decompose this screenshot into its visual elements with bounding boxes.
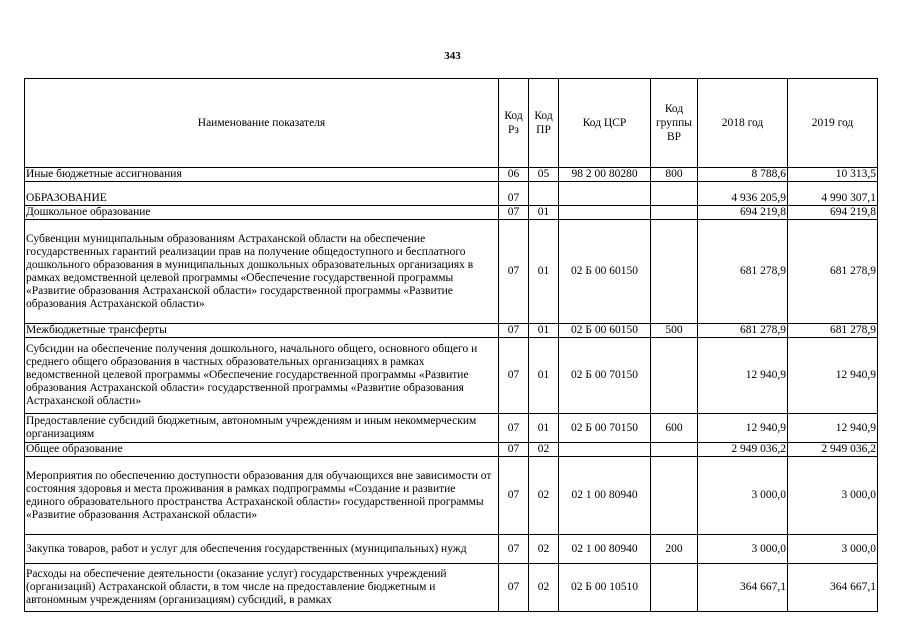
row-pr: 02 <box>529 535 559 564</box>
header-2019: 2019 год <box>788 79 878 168</box>
row-csr: 02 Б 00 10510 <box>559 564 651 612</box>
row-csr: 98 2 00 80280 <box>559 168 651 182</box>
row-rz: 07 <box>499 324 529 338</box>
row-name: Дошкольное образование <box>25 206 499 220</box>
header-2018: 2018 год <box>698 79 788 168</box>
row-name: Предоставление субсидий бюджетным, автономным учреждениям и иным некоммерческим организациям <box>25 414 499 443</box>
header-row <box>25 79 878 168</box>
row-vr <box>651 443 698 457</box>
row-2019: 4 990 307,1 <box>788 182 878 206</box>
row-2019: 3 000,0 <box>788 457 878 535</box>
row-vr <box>651 182 698 206</box>
row-pr: 01 <box>529 414 559 443</box>
row-rz: 07 <box>499 338 529 414</box>
row-2019: 2 949 036,2 <box>788 443 878 457</box>
row-2019: 694 219,8 <box>788 206 878 220</box>
row-pr: 05 <box>529 168 559 182</box>
row-2018: 3 000,0 <box>698 535 788 564</box>
row-2018: 4 936 205,9 <box>698 182 788 206</box>
table-row <box>25 338 878 414</box>
row-2019: 3 000,0 <box>788 535 878 564</box>
table-row <box>25 206 878 220</box>
row-pr: 01 <box>529 324 559 338</box>
row-csr <box>559 443 651 457</box>
row-csr: 02 Б 00 70150 <box>559 338 651 414</box>
row-2018: 681 278,9 <box>698 324 788 338</box>
row-rz: 07 <box>499 564 529 612</box>
table-row <box>25 220 878 324</box>
table-row <box>25 564 878 612</box>
row-csr: 02 Б 00 70150 <box>559 414 651 443</box>
row-name: Межбюджетные трансферты <box>25 324 499 338</box>
row-csr <box>559 182 651 206</box>
row-name: Расходы на обеспечение деятельности (оказание услуг) государственных учреждений (организаций) Астраханской области, в том числе на предоставление бюджетным и автономным учреждениям (организациям) субсидий, в рамках <box>25 564 499 612</box>
row-vr: 600 <box>651 414 698 443</box>
row-2019: 364 667,1 <box>788 564 878 612</box>
row-vr: 500 <box>651 324 698 338</box>
row-name: Субвенции муниципальным образованиям Астраханской области на обеспечение государственных гарантий реализации прав на получение общедоступного и бесплатного дошкольного образования в муниципальных дошкольных образовательных организациях в рамках ведомственной целевой программы «Обеспечение государственной программы «Развитие образования Астраханской области» государственной программы «Развитие образования Астраханской области» <box>25 220 499 324</box>
row-pr: 02 <box>529 457 559 535</box>
row-name: Мероприятия по обеспечению доступности образования для обучающихся вне зависимости от состояния здоровья и места проживания в рамках подпрограммы «Создание и развитие единого образовательного пространства Астраханской области» государственной программы «Развитие образования Астраханской области» <box>25 457 499 535</box>
row-2018: 2 949 036,2 <box>698 443 788 457</box>
table-row <box>25 457 878 535</box>
row-2018: 8 788,6 <box>698 168 788 182</box>
table-row <box>25 168 878 182</box>
row-name: Иные бюджетные ассигнования <box>25 168 499 182</box>
row-2019: 681 278,9 <box>788 220 878 324</box>
row-2019: 12 940,9 <box>788 338 878 414</box>
header-name: Наименование показателя <box>25 79 499 168</box>
table-row <box>25 443 878 457</box>
row-pr: 01 <box>529 220 559 324</box>
row-2018: 694 219,8 <box>698 206 788 220</box>
page-number: 343 <box>444 50 461 62</box>
row-2019: 10 313,5 <box>788 168 878 182</box>
row-csr: 02 Б 00 60150 <box>559 324 651 338</box>
row-name: Закупка товаров, работ и услуг для обеспечения государственных (муниципальных) нужд <box>25 535 499 564</box>
row-pr: 02 <box>529 443 559 457</box>
row-csr <box>559 206 651 220</box>
header-csr: Код ЦСР <box>559 79 651 168</box>
budget-table <box>24 78 878 612</box>
row-vr <box>651 220 698 324</box>
row-2019: 12 940,9 <box>788 414 878 443</box>
row-rz: 06 <box>499 168 529 182</box>
row-pr <box>529 182 559 206</box>
row-vr <box>651 564 698 612</box>
row-2018: 3 000,0 <box>698 457 788 535</box>
row-name: Общее образование <box>25 443 499 457</box>
row-2018: 681 278,9 <box>698 220 788 324</box>
row-rz: 07 <box>499 414 529 443</box>
table-row <box>25 414 878 443</box>
row-vr: 200 <box>651 535 698 564</box>
row-vr <box>651 338 698 414</box>
row-csr: 02 1 00 80940 <box>559 535 651 564</box>
row-name: Субсидии на обеспечение получения дошкольного, начального общего, основного общего и среднего общего образования в частных образовательных организациях в рамках ведомственной целевой программы «Обеспечение государственной программы «Развитие образования Астраханской области» государственной программы «Развитие образования Астраханской области» <box>25 338 499 414</box>
row-vr <box>651 457 698 535</box>
row-rz: 07 <box>499 535 529 564</box>
row-2019: 681 278,9 <box>788 324 878 338</box>
table-row <box>25 324 878 338</box>
row-csr: 02 Б 00 60150 <box>559 220 651 324</box>
table-row <box>25 182 878 206</box>
row-2018: 364 667,1 <box>698 564 788 612</box>
row-vr <box>651 206 698 220</box>
row-rz: 07 <box>499 206 529 220</box>
row-name: ОБРАЗОВАНИЕ <box>25 182 499 206</box>
row-rz: 07 <box>499 182 529 206</box>
row-pr: 01 <box>529 338 559 414</box>
row-vr: 800 <box>651 168 698 182</box>
row-rz: 07 <box>499 443 529 457</box>
table-row <box>25 535 878 564</box>
header-rz: Код Рз <box>499 79 529 168</box>
header-pr: Код ПР <box>529 79 559 168</box>
row-pr: 02 <box>529 564 559 612</box>
row-rz: 07 <box>499 457 529 535</box>
row-2018: 12 940,9 <box>698 414 788 443</box>
header-vr: Код группы ВР <box>651 79 698 168</box>
row-csr: 02 1 00 80940 <box>559 457 651 535</box>
row-2018: 12 940,9 <box>698 338 788 414</box>
row-rz: 07 <box>499 220 529 324</box>
row-pr: 01 <box>529 206 559 220</box>
